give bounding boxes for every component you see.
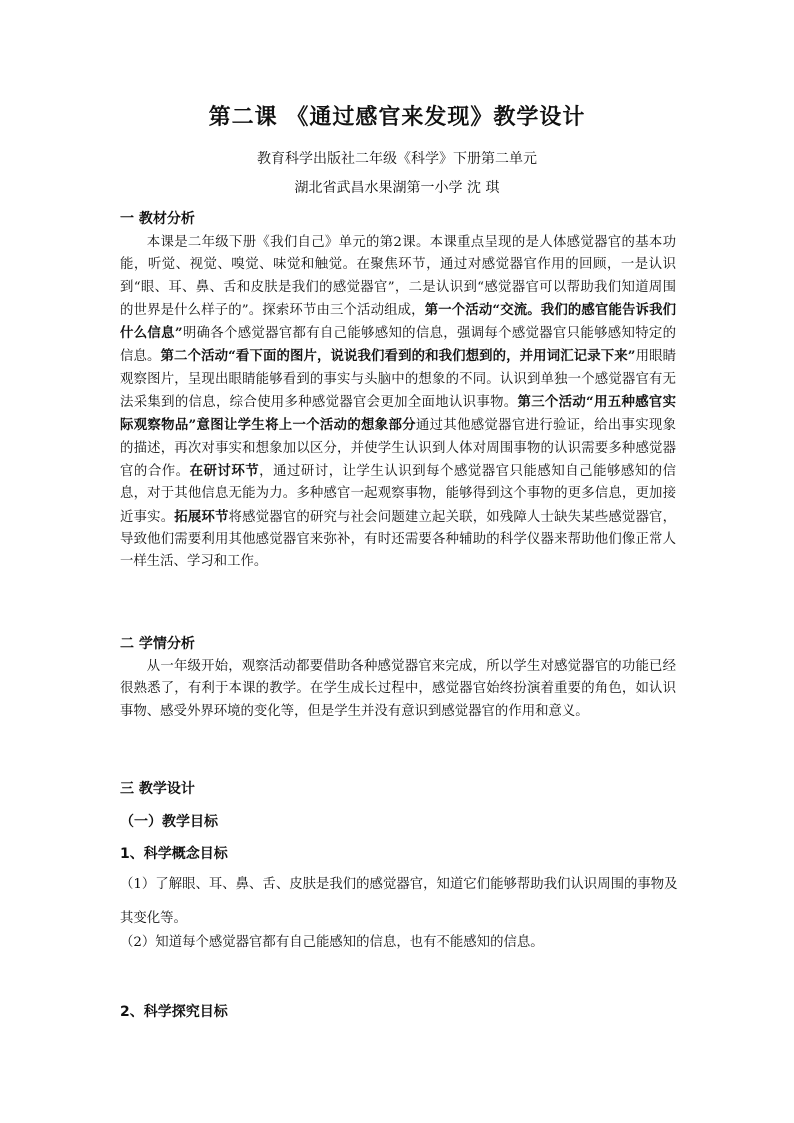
section-heading-teaching-design: 三 教学设计 xyxy=(120,781,195,797)
page-title: 第二课 《通过感官来发现》教学设计 xyxy=(208,104,586,130)
learner-analysis-paragraph: 从一年级开始，观察活动都要借助各种感觉器官来完成，所以学生对感觉器官的功能已经很熟悉了，有利于本课的教学。在学生成长过程中，感觉器官始终扮演着重要的角色，如认识事物、感受外界环境的变化等，但是学生并没有意识到感觉器官的作用和意义。 xyxy=(120,659,676,719)
para-text: 用眼睛观察图片，呈现出眼睛能够看到的事实与头脑中的想象的不同。认识到单独一个感觉器官有无法采集到的信息，综合使用多种感觉器官会更加全面地认识事物。 xyxy=(120,349,677,411)
goal-item-1: （1）了解眼、耳、鼻、舌、皮肤是我们的感觉器官，知道它们能够帮助我们认识周围的事物及其变化等。 xyxy=(120,877,678,926)
para-bold: 在研讨环节 xyxy=(189,462,260,479)
para-text: 通过其他感觉器官进行验证，给出事实现象的描述，再次对事实和想象加以区分，并使学生认识到人体对周围事物的认识需要多种感觉器官的合作。 xyxy=(120,418,676,479)
section-heading-textbook-analysis: 一 教材分析 xyxy=(120,211,195,227)
section-heading-learner-analysis: 二 学情分析 xyxy=(120,636,195,652)
goal-heading-inquiry: 2、科学探究目标 xyxy=(120,1004,228,1020)
author-line: 湖北省武昌水果湖第一小学 沈 琪 xyxy=(294,180,500,196)
para-text: ，通过研讨，让学生认识到每个感觉器官只能感知自己能够感知的信息，对于其他信息无能为力。多种感官一起观察事物，能够得到这个事物的更多信息，更加接近事实。 xyxy=(120,463,677,525)
para-text: 将感觉器官的研究与社会问题建立起关联，如残障人士缺失某些感觉器官，导致他们需要利用其他感觉器官来弥补，有时还需要各种辅助的科学仪器来帮助他们像正常人一样生活、学习和工作。 xyxy=(120,509,677,570)
page-subtitle: 教育科学出版社二年级《科学》下册第二单元 xyxy=(257,151,537,167)
para-bold: 第三个活动“用五种感官实际观察物品”意图让学生将上一个活动的想象部分 xyxy=(120,394,676,434)
goal-heading-concept: 1、科学概念目标 xyxy=(120,846,228,862)
para-bold: 第二个活动“看下面的图片，说说我们看到的和我们想到的，并用词汇记录下来” xyxy=(160,348,636,365)
para-text: 明确各个感觉器官都有自己能够感知的信息，强调每个感觉器官只能够感知特定的信息。 xyxy=(120,326,677,365)
textbook-analysis-paragraph xyxy=(120,232,676,573)
subsection-heading-objectives: （一）教学目标 xyxy=(120,814,218,830)
para-bold: 第一个活动“交流。我们的感官能告诉我们什么信息” xyxy=(120,301,676,342)
para-bold: 拓展环节 xyxy=(174,508,229,525)
goal-item-2: （2）知道每个感觉器官都有自己能感知的信息，也有不能感知的信息。 xyxy=(120,935,544,950)
para-text: 本课是二年级下册《我们自己》单元的第2课。本课重点呈现的是人体感觉器官的基本功能，听觉、视觉、嗅觉、味觉和触觉。在聚焦环节，通过对感觉器官作用的回顾，一是认识到“眼、耳、鼻、舌和皮肤是我们的感觉器官”，二是认识到“感觉器官可以帮助我们知道周围的世界是什么样子的”。探索环节由三个活动组成， xyxy=(120,235,676,318)
